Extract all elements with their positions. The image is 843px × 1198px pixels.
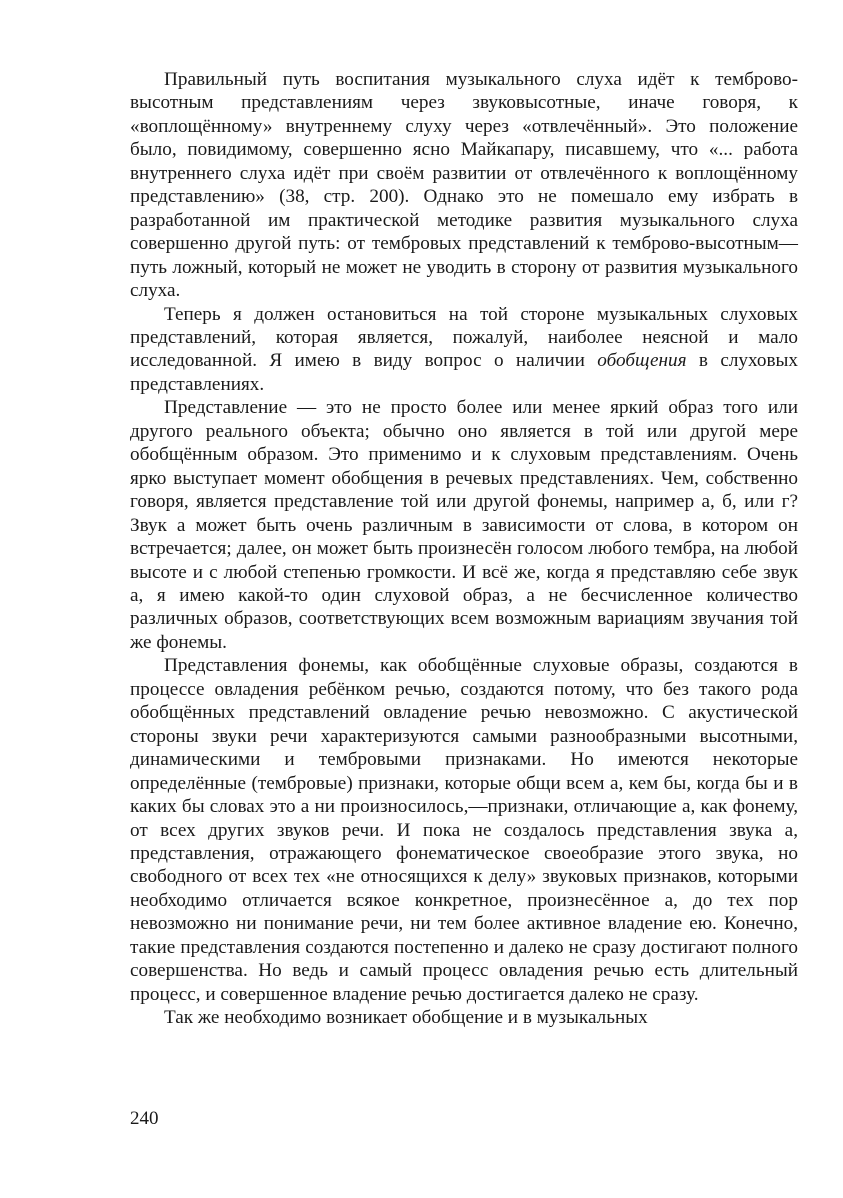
paragraph-2-emphasis: обобщения — [597, 350, 687, 372]
paragraph-2-text-start: Теперь я должен остановиться на той стороне музыкальных слуховых представлений, которая является, пожалуй, наиболее неясной и мало исследованной. Я имею в виду вопрос о наличии — [130, 303, 798, 372]
page-number: 240 — [130, 1108, 159, 1129]
paragraph-4: Представления фонемы, как обобщённые слуховые образы, создаются в процессе овладения ребёнком речью, создаются потому, что без такого рода обобщённых представлений овладение речью невозможно. С акустической стороны звуки речи характеризуются самыми разнообразными высотными, динамическими и тембровыми признаками. Но имеются некоторые определённые (тембровые) признаки, которые общи всем а, кем бы, когда бы и в каких бы словах это а ни произносилось,—признаки, отличающие а, как фонему, от всех других звуков речи. И пока не создалось представления звука а, представления, отражающего фонематическое своеобразие этого звука, но свободного от всех тех «не относящихся к делу» звуковых признаков, которыми необходимо отличается всякое конкретное, произнесённое а, до тех пор невозможно ни понимание речи, ни тем более активное владение ею. Конечно, такие представления создаются постепенно и далеко не сразу достигают полного совершенства. Но ведь и самый процесс овладения речью есть длительный процесс, и совершенное владение речью достигается далеко не сразу. — [130, 655, 798, 1005]
paragraph-1: Правильный путь воспитания музыкального слуха идёт к темброво-высотным представлениям через звуковысотные, иначе говоря, к «воплощённому» внутреннему слуху через «отвлечённый». Это положение было, повидимому, совершенно ясно Майкапару, писавшему, что «... работа внутреннего слуха идёт при своём развитии от отвлечённого к воплощённому представлению» (38, стр. 200). Однако это не помешало ему избрать в разработанной им практической методике развития музыкального слуха совершенно другой путь: от тембровых представлений к темброво-высотным—путь ложный, который не может не уводить в сторону от развития музыкального слуха. — [130, 69, 798, 302]
paragraph-3: Представление — это не просто более или менее яркий образ того или другого реального объекта; обычно оно является в той или другой мере обобщённым образом. Это применимо и к слуховым представлениям. Очень ярко выступает момент обобщения в речевых представлениях. Чем, собственно говоря, является представление той или другой фонемы, например а, б, или г? Звук а может быть очень различным в зависимости от слова, в котором он встречается; далее, он может быть произнесён голосом любого тембра, на любой высоте и с любой степенью громкости. И всё же, когда я представляю себе звук а, я имею какой-то один слуховой образ, а не бесчисленное количество различных образов, соответствующих всем возможным вариациям звучания той же фонемы. — [130, 397, 798, 653]
page-body — [130, 68, 798, 1030]
paragraph-2-text-end: в слуховых представлениях. — [130, 350, 799, 395]
paragraph-2 — [130, 303, 798, 397]
paragraph-5: Так же необходимо возникает обобщение и в музыкальных — [164, 1007, 648, 1029]
